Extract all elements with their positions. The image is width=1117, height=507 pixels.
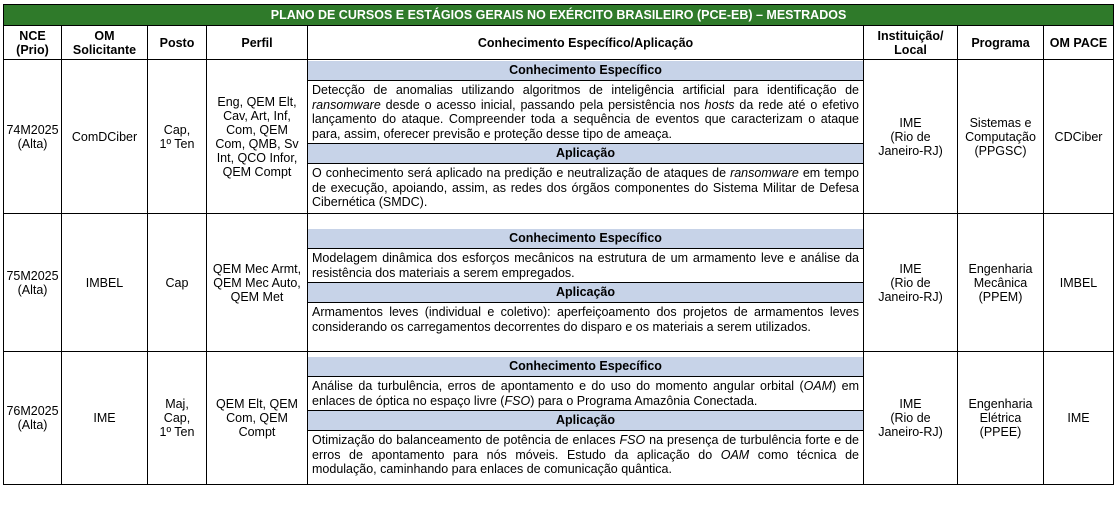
cell-om-pace: CDCiber xyxy=(1044,60,1114,214)
section-header-aplicacao: Aplicação xyxy=(308,144,863,164)
header-om-pace: OM PACE xyxy=(1044,26,1114,60)
cell-perfil: QEM Elt, QEM Com, QEM Compt xyxy=(207,352,308,485)
conhecimento-text: Análise da turbulência, erros de apontamento e do uso do momento angular orbital (OAM) em enlaces de óptica no espaço livre (FSO) para o Programa Amazônia Conectada. xyxy=(308,377,863,411)
cell-om-solicitante: IMBEL xyxy=(62,214,148,352)
header-conhecimento: Conhecimento Específico/Aplicação xyxy=(308,26,864,60)
aplicacao-text: O conhecimento será aplicado na predição e neutralização de ataques de ransomware em tempo de execução, apoiando, assim, as redes dos órgãos componentes do Sistema Militar de Defesa Cibernética (SMDC). xyxy=(312,166,859,210)
section-header-aplicacao: Aplicação xyxy=(308,283,863,303)
courses-table xyxy=(3,4,1114,485)
cell-nce: 75M2025 (Alta) xyxy=(4,214,62,352)
cell-posto: Cap, 1º Ten xyxy=(148,60,207,214)
cell-conhecimento-aplicacao xyxy=(308,60,864,214)
cell-om-solicitante: ComDCiber xyxy=(62,60,148,214)
section-header-aplicacao: Aplicação xyxy=(308,411,863,431)
conhecimento-text: Modelagem dinâmica dos esforços mecânicos na estrutura de um armamento leve e análise da resistência dos materiais a serem empregados. xyxy=(308,249,863,283)
header-posto: Posto xyxy=(148,26,207,60)
cell-conhecimento-aplicacao xyxy=(308,352,864,485)
aplicacao-text: Otimização do balanceamento de potência de enlaces FSO na presença de turbulência forte e de erros de apontamento para nós móveis. Estudo da aplicação do OAM como técnica de modulação, caminhando para enlaces de comunicação quântica. xyxy=(312,433,859,477)
section-header-conhecimento: Conhecimento Específico xyxy=(308,61,863,81)
cell-nce: 76M2025 (Alta) xyxy=(4,352,62,485)
cell-perfil: QEM Mec Armt, QEM Mec Auto, QEM Met xyxy=(207,214,308,352)
table-row xyxy=(4,60,1114,214)
header-instituicao: Instituição/ Local xyxy=(864,26,958,60)
conhecimento-text: Detecção de anomalias utilizando algoritmos de inteligência artificial para identificação de ransomware desde o acesso inicial, passando pela persistência nos hosts da rede até o efetivo lançamento do ataque. Compreender toda a sequência de eventos que caracterizam o ataque para, assim, oferecer previsão e proteção desse tipo de ameaça. xyxy=(308,81,863,144)
table-row xyxy=(4,214,1114,352)
section-header-conhecimento: Conhecimento Específico xyxy=(308,229,863,249)
cell-conhecimento-aplicacao xyxy=(308,214,864,352)
cell-programa: Engenharia Mecânica (PPEM) xyxy=(958,214,1044,352)
cell-instituicao: IME (Rio de Janeiro-RJ) xyxy=(864,214,958,352)
aplicacao-text: Armamentos leves (individual e coletivo): aperfeiçoamento dos projetos de armamentos leves considerando os carregamentos decorrentes do disparo e os materiais a serem utilizados. xyxy=(312,305,859,334)
cell-instituicao: IME (Rio de Janeiro-RJ) xyxy=(864,352,958,485)
header-programa: Programa xyxy=(958,26,1044,60)
cell-nce: 74M2025 (Alta) xyxy=(4,60,62,214)
cell-om-solicitante: IME xyxy=(62,352,148,485)
cell-om-pace: IME xyxy=(1044,352,1114,485)
cell-programa: Engenharia Elétrica (PPEE) xyxy=(958,352,1044,485)
cell-posto: Cap xyxy=(148,214,207,352)
header-nce: NCE (Prio) xyxy=(4,26,62,60)
section-header-conhecimento: Conhecimento Específico xyxy=(308,357,863,377)
cell-programa: Sistemas e Computação (PPGSC) xyxy=(958,60,1044,214)
cell-instituicao: IME (Rio de Janeiro-RJ) xyxy=(864,60,958,214)
header-perfil: Perfil xyxy=(207,26,308,60)
cell-posto: Maj, Cap, 1º Ten xyxy=(148,352,207,485)
cell-perfil: Eng, QEM Elt, Cav, Art, Inf, Com, QEM Com, QMB, Sv Int, QCO Infor, QEM Compt xyxy=(207,60,308,214)
table-title: PLANO DE CURSOS E ESTÁGIOS GERAIS NO EXÉRCITO BRASILEIRO (PCE-EB) – MESTRADOS xyxy=(4,5,1114,26)
header-om-solicitante: OM Solicitante xyxy=(62,26,148,60)
cell-om-pace: IMBEL xyxy=(1044,214,1114,352)
table-row xyxy=(4,352,1114,485)
